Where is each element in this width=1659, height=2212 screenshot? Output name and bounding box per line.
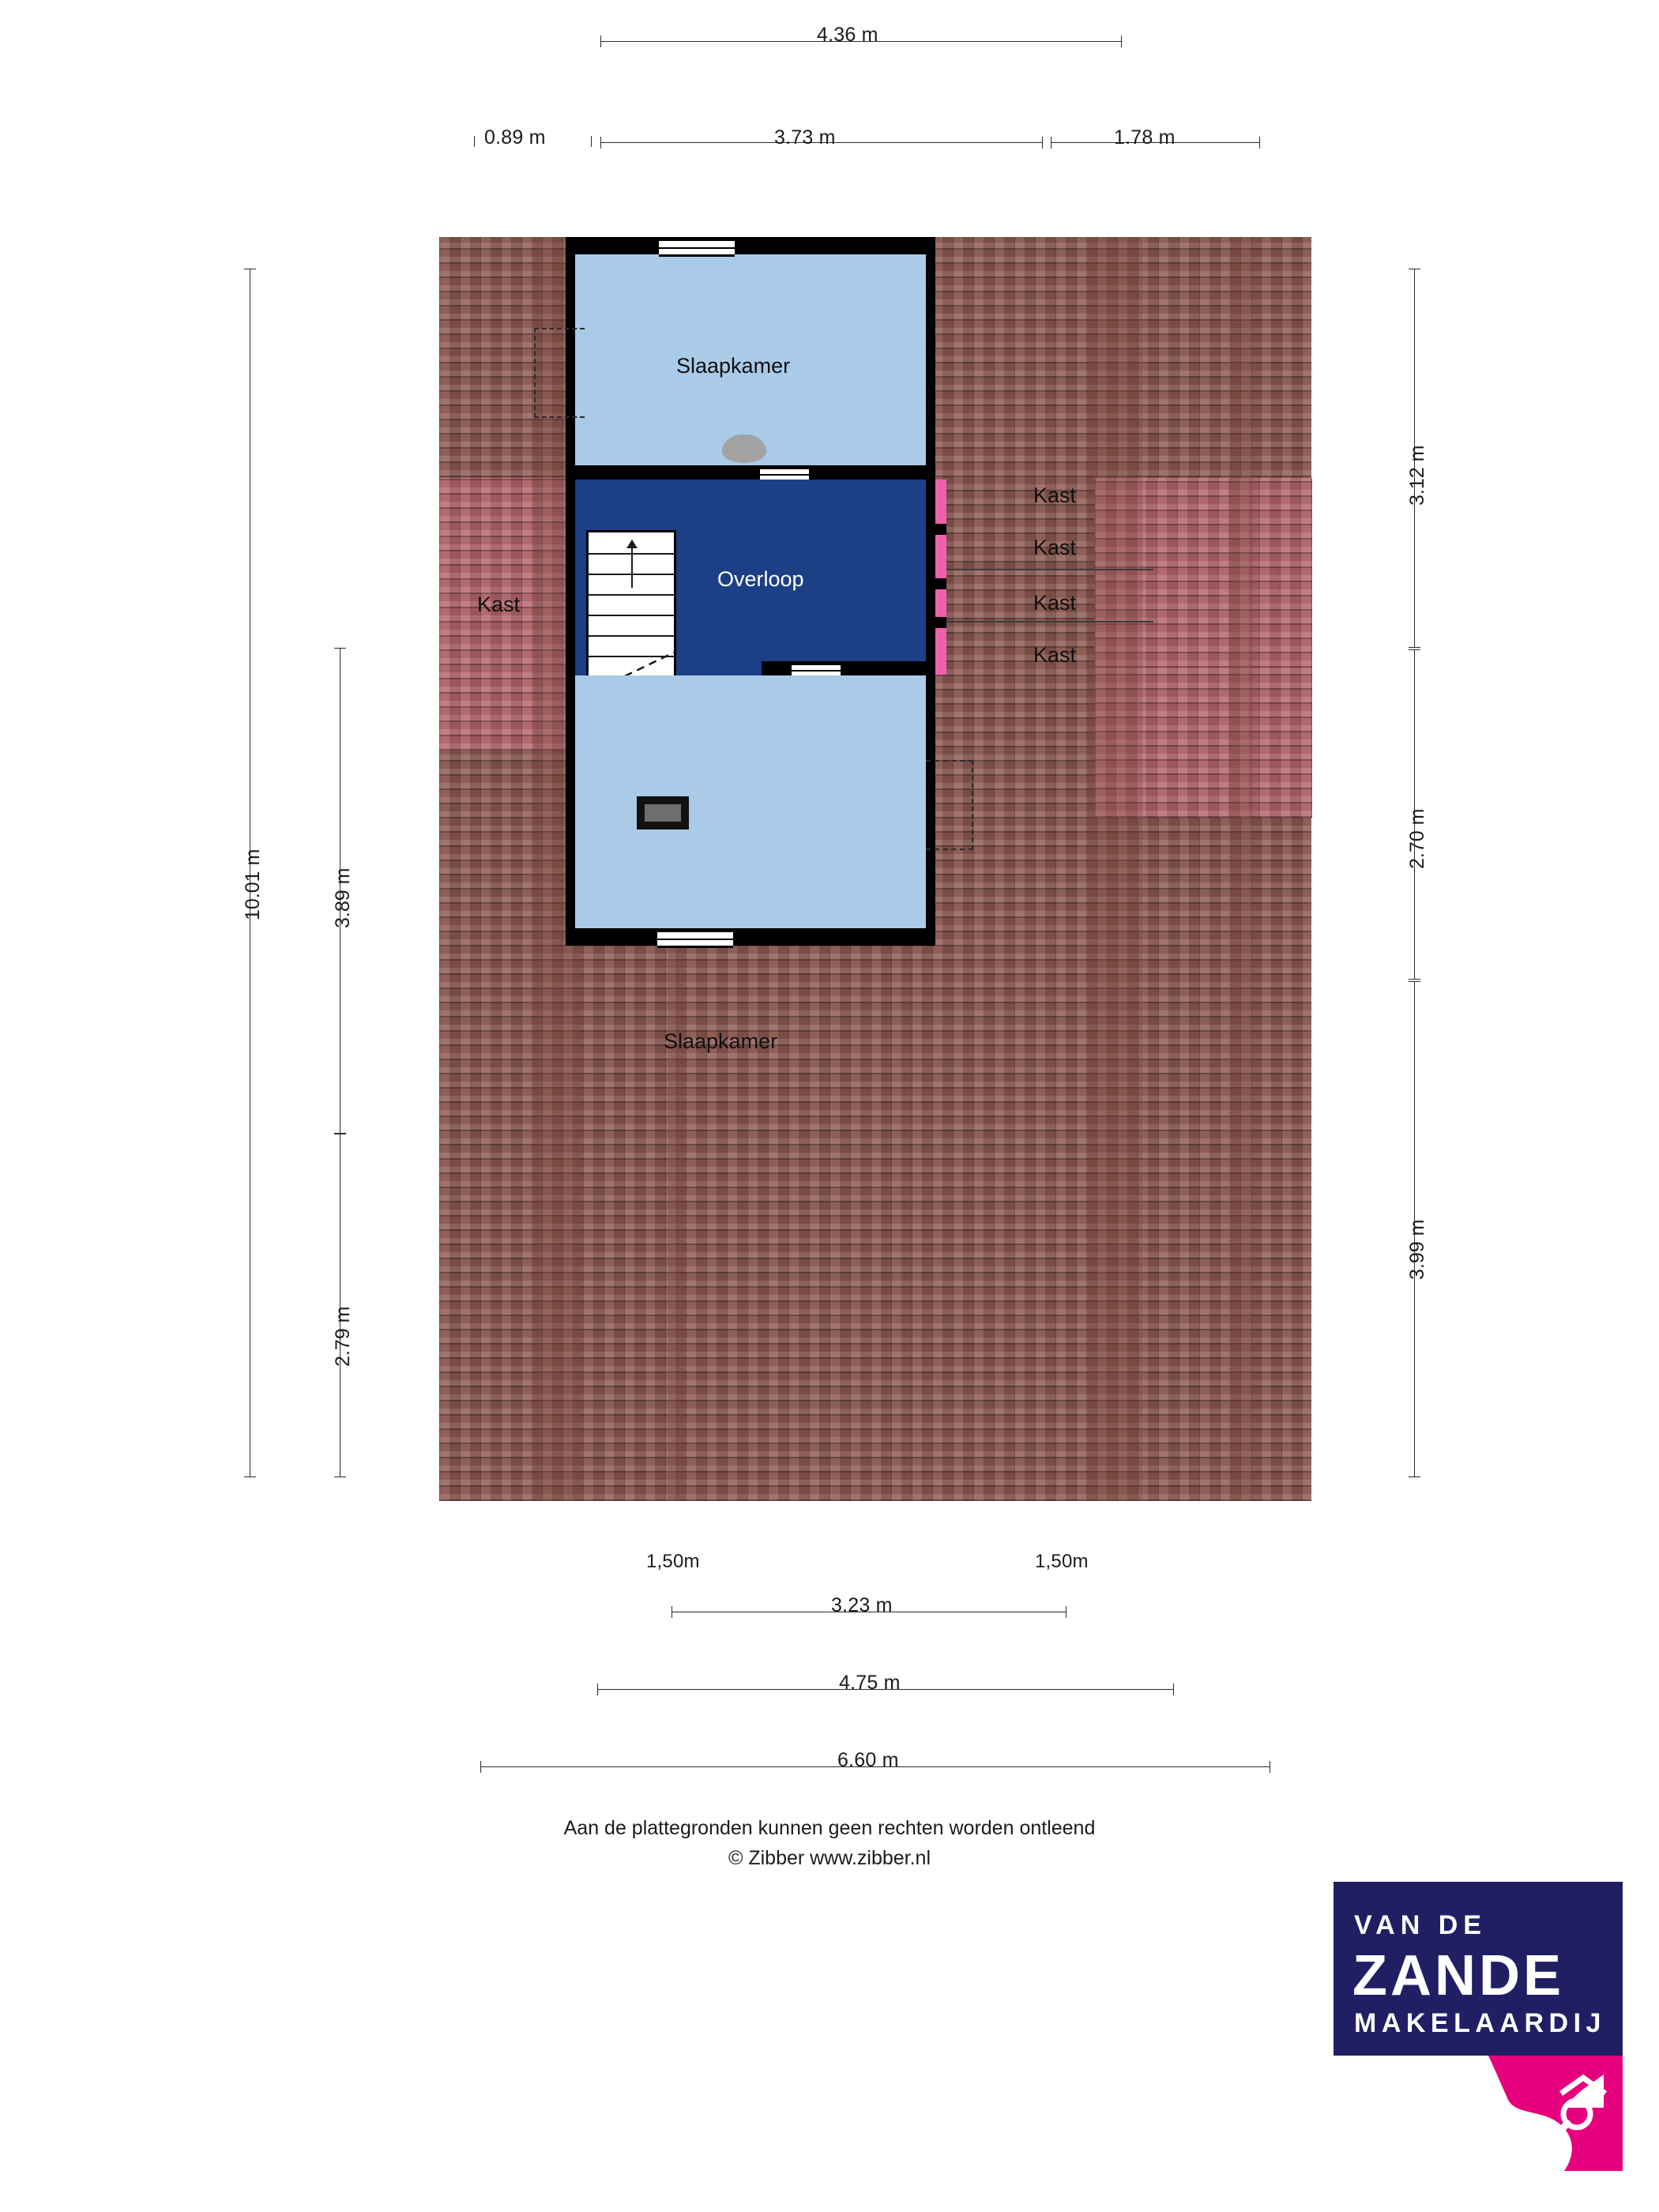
room-label-bedroom-top: Slaapkamer — [676, 354, 791, 378]
dimension-tick-left — [474, 136, 475, 147]
dimension-left-outer: 10.01 m — [242, 848, 264, 920]
wall-landing-left — [566, 480, 575, 761]
wall-top-bedroom-right — [926, 237, 935, 480]
dimension-right-seg-1: 3.12 m — [1406, 445, 1428, 506]
radiator-grill — [645, 804, 681, 822]
wall-landing-right — [926, 480, 935, 675]
wall-top — [575, 237, 926, 254]
dimension-bottom-seg-2: 4.75 m — [839, 1672, 901, 1694]
dimension-bottom-seg-1: 3.23 m — [831, 1594, 893, 1616]
room-label-closet-left: Kast — [477, 592, 521, 616]
window-top — [659, 239, 735, 257]
knee-wall-outline-top — [534, 328, 585, 418]
room-label-landing: Overloop — [717, 567, 804, 591]
dimension-left-seg-2: 2.79 m — [332, 1306, 354, 1367]
wall-between-top-bedroom-and-landing — [566, 465, 935, 480]
brand-logo — [1334, 1882, 1623, 2171]
closet-shelf-line-2 — [946, 621, 1153, 623]
stair-step — [589, 594, 674, 596]
wall-bottom-bedroom-left — [566, 751, 575, 946]
house-search-icon — [1488, 2056, 1623, 2171]
room-bedroom-bottom-lower — [575, 761, 926, 928]
dimension-bottom-outer: 6.60 m — [837, 1749, 899, 1771]
wall-bottom — [566, 928, 935, 946]
roof-area-right-rose — [1095, 478, 1312, 668]
dimension-top-seg-2: 3.73 m — [774, 126, 836, 149]
dimension-bottom-window-left: 1,50m — [646, 1551, 700, 1572]
dimension-bottom-window-right: 1,50m — [1035, 1551, 1089, 1572]
floor-plan — [439, 237, 1311, 1501]
disclaimer-line-2: © Zibber www.zibber.nl — [728, 1847, 931, 1869]
sink-fixture — [722, 434, 766, 463]
window-bottom — [657, 930, 733, 948]
logo-line-1: VAN DE — [1354, 1910, 1487, 1940]
closet-door-strip-2 — [935, 534, 946, 581]
logo-line-2: ZANDE — [1352, 1944, 1564, 2007]
closet-door-strip-4 — [935, 627, 946, 675]
roof-area-right-rose-2 — [1095, 668, 1312, 818]
room-label-closet-r2: Kast — [1033, 536, 1077, 559]
logo-line-3: MAKELAARDIJ — [1354, 2008, 1606, 2038]
closet-shelf-line — [946, 569, 1153, 570]
dimension-top-seg-1: 0.89 m — [484, 126, 546, 149]
radiator-fixture — [637, 796, 689, 830]
dimension-top-seg-3: 1.78 m — [1114, 126, 1176, 149]
room-label-closet-r3: Kast — [1033, 591, 1077, 615]
closet-door-strip-3 — [935, 589, 946, 620]
dimension-right-seg-3: 3.99 m — [1406, 1219, 1428, 1280]
room-label-closet-r1: Kast — [1033, 483, 1077, 507]
closet-divider-3 — [926, 617, 946, 628]
dimension-tick-right — [591, 136, 592, 147]
room-label-bedroom-bottom: Slaapkamer — [664, 1029, 778, 1053]
closet-divider-1 — [926, 524, 946, 535]
stair-step — [589, 615, 674, 616]
dimension-right-seg-2: 2.70 m — [1406, 808, 1428, 869]
closet-divider-2 — [926, 578, 946, 589]
wall-landing-bottom — [762, 661, 935, 675]
stair-direction-arrow — [631, 540, 633, 588]
dimension-left-seg-1: 3.89 m — [332, 867, 354, 928]
room-label-closet-r4: Kast — [1033, 643, 1077, 667]
disclaimer-line-1: Aan de plattegronden kunnen geen rechten worden ontleend — [563, 1817, 1096, 1839]
stair-step — [589, 635, 674, 637]
closet-door-strip-1 — [935, 480, 946, 527]
dimension-top-outer: 4.36 m — [817, 24, 878, 46]
knee-wall-outline-bottom — [926, 760, 973, 850]
